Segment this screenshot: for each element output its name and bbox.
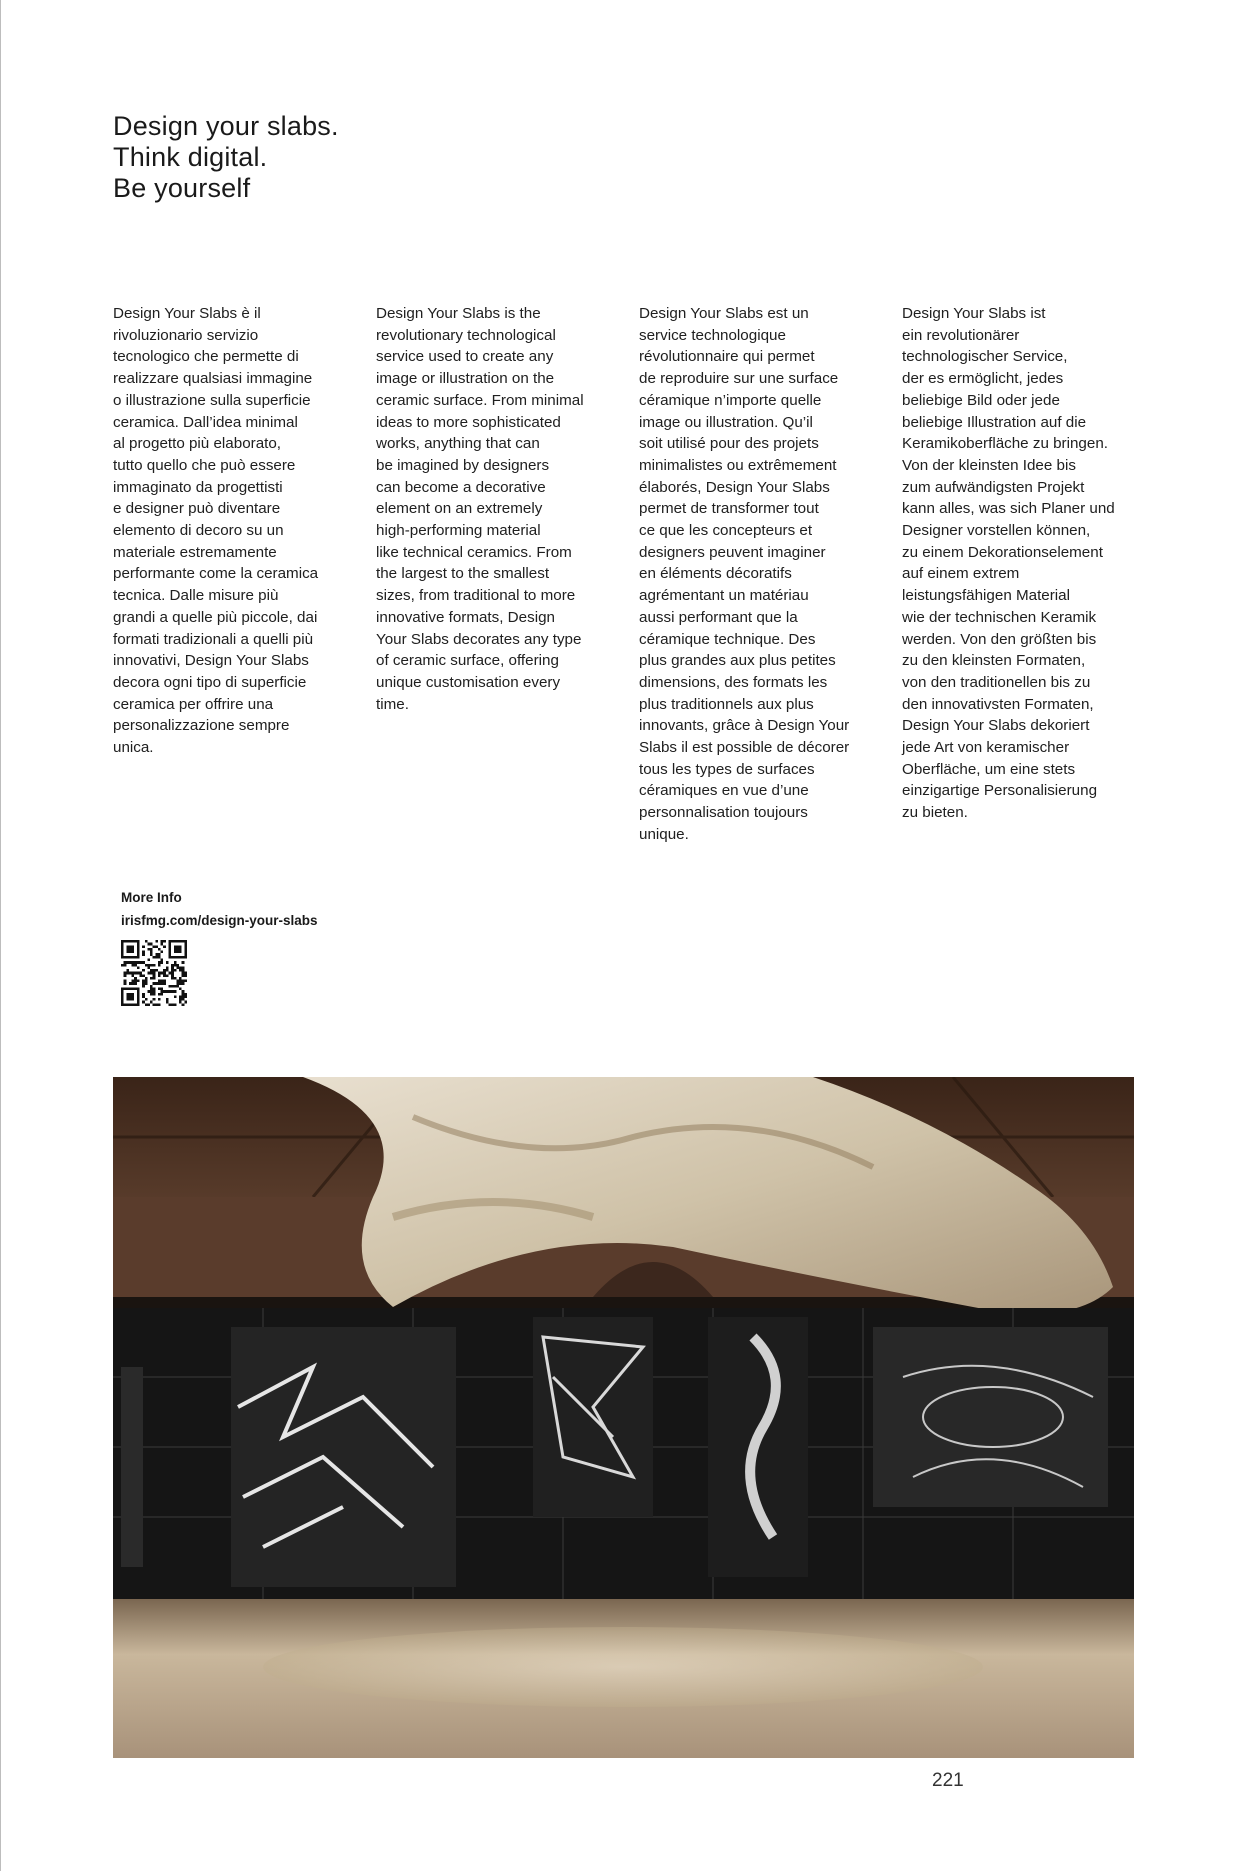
more-info-link[interactable]: irisfmg.com/design-your-slabs (121, 913, 318, 928)
text-column-german: Design Your Slabs ist ein revolutionärer technologischer Service, der es ermöglicht, jedes beliebige Bild oder jede beliebige Illustration auf die Keramikoberfläche zu bringen. Von der kleinsten Idee bis zum aufwändigsten Projekt kann alles, was sich Planer und Designer vorstellen können, zu einem Dekorationselement auf einem extrem leistungsfähigen Material wie der technischen Keramik werden. Von den größten bis zu den kleinsten Formaten, von den traditionellen bis zu den innovativsten Formaten, Design Your Slabs dekoriert jede Art von keramischer Oberfläche, um eine stets einzigartige Personalisierung zu bieten. (902, 305, 1115, 822)
qr-code-icon[interactable] (121, 940, 187, 1006)
page-number: 221 (932, 1770, 964, 1791)
headline-line-3: Be yourself (113, 173, 251, 203)
headline-line-2: Think digital. (113, 142, 268, 172)
exhibition-photo (113, 1077, 1134, 1758)
page-edge-line (0, 0, 1, 1871)
more-info-block (121, 886, 318, 932)
text-column-english: Design Your Slabs is the revolutionary technological service used to create any image or illustration on the ceramic surface. From minimal ideas to more sophisticated works, anything that can be imagined by designers can become a decorative element on an extremely high-performing material like technical ceramics. From the largest to the smallest sizes, from traditional to more innovative formats, Design Your Slabs decorates any type of ceramic surface, offering unique customisation every time. (376, 305, 584, 713)
text-column-french: Design Your Slabs est un service technologique révolutionnaire qui permet de reproduire sur une surface céramique n’importe quelle image ou illustration. Qu’il soit utilisé pour des projets minimalistes ou extrêmement élaborés, Design Your Slabs permet de transformer tout ce que les concepteurs et designers peuvent imaginer en éléments décoratifs agrémentant un matériau aussi performant que la céramique technique. Des plus grandes aux plus petites dimensions, des formats les plus traditionnels aux plus innovants, grâce à Design Your Slabs il est possible de décorer tous les types de surfaces céramiques en vue d’une personnalisation toujours unique. (639, 305, 850, 843)
page-headline (113, 111, 339, 204)
more-info-label: More Info (121, 890, 182, 905)
text-column-italian: Design Your Slabs è il rivoluzionario servizio tecnologico che permette di realizzare qualsiasi immagine o illustrazione sulla superficie ceramica. Dall’idea minimal al progetto più elaborato, tutto quello che può essere immaginato da progettisti e designer può diventare elemento di decoro su un materiale estremamente performante come la ceramica tecnica. Dalle misure più grandi a quelle più piccole, dai formati tradizionali a quelli più innovativi, Design Your Slabs decora ogni tipo di superficie ceramica per offrire una personalizzazione sempre unica. (113, 305, 319, 757)
artwork-panel-4 (873, 1327, 1108, 1507)
headline-line-1: Design your slabs. (113, 111, 339, 141)
